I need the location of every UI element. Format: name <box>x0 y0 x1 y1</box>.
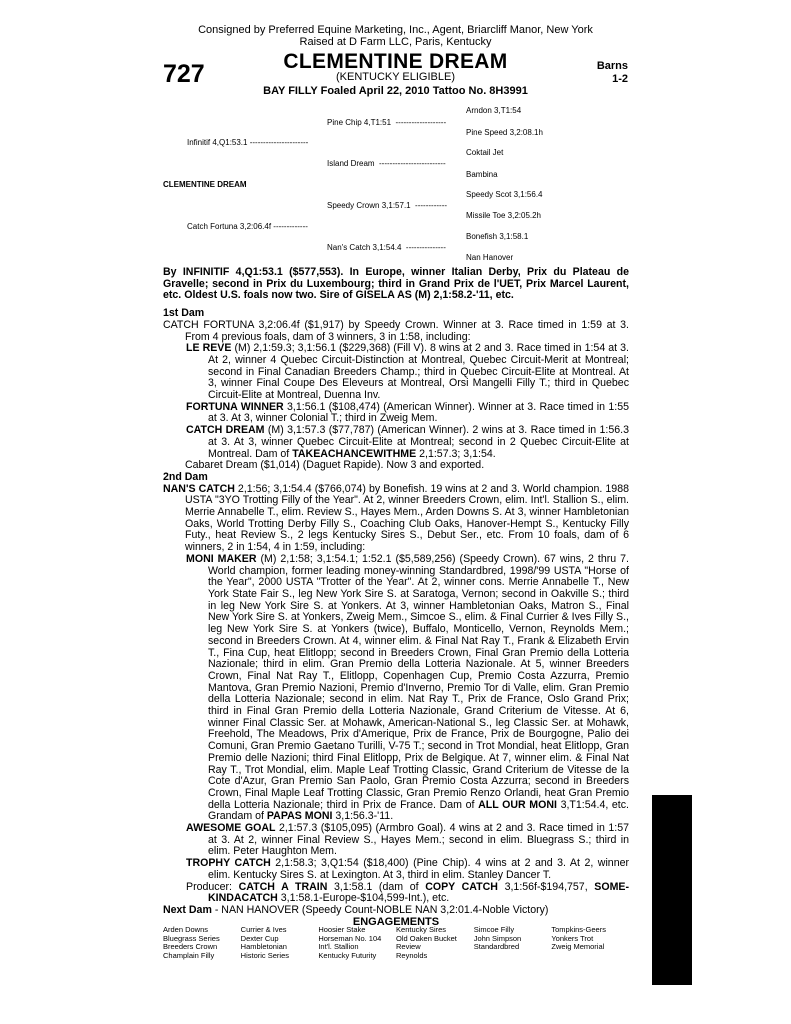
engagement-column <box>163 926 241 960</box>
foal-name: FORTUNA WINNER <box>186 400 284 413</box>
second-dam-name: NAN'S CATCH <box>163 482 235 495</box>
engagement-item: Old Oaken Bucket <box>396 933 457 943</box>
catalog-body <box>163 267 629 961</box>
engagement-item: Dexter Cup <box>240 933 279 943</box>
engagement-column <box>474 926 552 960</box>
second-dam-record: 2,1:56; 3,1:54.4 ($766,074) by Bonefish. 19 wins at 2 and 3. World champion. 1988 USTA "3YO Trotting Filly of the Year". At 2, winner Breeders Crown, elim. Int'l. Stallion S., elim. Merrie Annabelle T., elim. Review S., Hayes Mem., Arden Downs S. At 3, winner Hambletonian Oaks, World Trotting Derby Filly S., Coaching Club Oaks, Hanover-Hempt S., Kentucky Filly Futy., heat Review S., 2 legs Kentucky Sires S., Debut Ser., etc. From 10 foals, dam of 6 winners, 2 in 1:54, 4 in 1:59, including: <box>185 482 629 554</box>
page-tab-marker <box>652 795 692 985</box>
engagement-item: Champlain Filly <box>163 951 215 961</box>
engagements <box>163 915 629 961</box>
foal-record: 2,1:58.3; 3,Q1:54 ($18,400) (Pine Chip). 4 wins at 2 and 3. At 2, winner elim. Kentucky Sires S. at Lexington. At 3, third in elim. Stanley Dancer T. <box>208 857 630 881</box>
produce-name: TAKEACHANCEWITHME <box>292 447 417 460</box>
engagement-column <box>396 926 474 960</box>
ped-dam-sire: Speedy Crown 3,1:57.1 ------------ <box>327 201 448 210</box>
foal-entry <box>163 402 629 425</box>
engagement-item: Bluegrass Series <box>163 933 220 943</box>
producer-produce-name: COPY CATCH <box>425 880 498 893</box>
engagement-item: Review <box>396 942 421 952</box>
foal-name: TROPHY CATCH <box>186 857 271 870</box>
producer-label: Producer: <box>186 880 239 893</box>
foal-record: (M) 3,1:57.3 ($77,787) (American Winner). 2 wins at 3. Race timed in 1:56.3 at 3. At 3, winner Quebec Circuit-Elite at Montreal; second in 2 Quebec Circuit-Elite at Montreal. Dam of <box>208 424 629 460</box>
ped-ds-dam: Missile Toe 3,2:05.2h <box>466 211 542 220</box>
engagement-item: Reynolds <box>396 951 428 961</box>
engagement-item: Kentucky Futurity <box>318 951 377 961</box>
foal-entry <box>163 425 629 460</box>
foal-line: BAY FILLY Foaled April 22, 2010 Tattoo No. 8H3991 <box>263 85 528 97</box>
producer-produce-name-2: SOME-KINDACATCH <box>208 880 630 905</box>
second-dam-heading: 2nd Dam <box>163 470 208 483</box>
produce-record: 2,1:57.3; 3,1:54. <box>416 447 496 460</box>
ped-ss-dam: Pine Speed 3,2:08.1h <box>466 128 543 137</box>
engagement-item: Int'l. Stallion <box>318 942 359 952</box>
foal-record: 2,1:57.3 ($105,095) (Armbro Goal). 4 wins at 2 and 3. Race timed in 1:57 at 3. At 2, winner Final Review S., Hayes Mem.; second in elim. Bluegrass S.; third in elim. Peter Haughton Mem. <box>208 822 629 858</box>
engagement-item: Historic Series <box>240 951 290 961</box>
foal-entry <box>163 343 629 402</box>
engagement-item: Arden Downs <box>163 925 209 935</box>
produce-name: ALL OUR MONI <box>478 798 557 811</box>
engagements-heading: ENGAGEMENTS <box>352 915 440 928</box>
second-dam-entry <box>163 484 629 554</box>
foal-record: 3,1:56.1 ($108,474) (American Winner). Winner at 3. Race timed in 1:55 at 3. At 3, winner Colonial T.; third in Zweig Mem. <box>208 400 630 425</box>
engagement-item: Currier & Ives <box>240 925 287 935</box>
engagement-item: Tompkins-Geers <box>551 925 606 935</box>
produce-record: 3,T1:54.4, etc. Grandam of <box>208 798 629 823</box>
ped-dam: Catch Fortuna 3,2:06.4f ------------- <box>187 222 308 231</box>
engagements-list <box>163 926 629 960</box>
first-dam-heading: 1st Dam <box>163 307 205 320</box>
foal-name: LE REVE <box>186 342 232 355</box>
ped-subject: CLEMENTINE DREAM <box>163 180 247 189</box>
engagement-item: Yonkers Trot <box>551 933 594 943</box>
raised-line: Raised at D Farm LLC, Paris, Kentucky <box>299 36 492 48</box>
next-dam <box>163 905 629 917</box>
ped-sire-sire: Pine Chip 4,T1:51 ------------------- <box>327 118 447 127</box>
engagement-item: Standardbred <box>473 942 520 952</box>
foal-name: CATCH DREAM <box>186 424 265 437</box>
barns-value: 1-2 <box>612 73 628 85</box>
foal-entry <box>163 554 629 823</box>
producer-name: CATCH A TRAIN <box>238 880 328 893</box>
foal-record: (M) 2,1:58; 3,1:54.1; 1:52.1 ($5,589,256) (Speedy Crown). 67 wins, 2 thru 7. World champion, former leading money-winning Standardbred, 1998/'99 USTA "Horse of the Year", 2000 USTA "Trotter of the Year". At 2, winner cons. Merrie Annabelle T., New York State Fair S., leg New York Sire S. at Saratoga, Vernon; second in Oakville S.; third in leg New York Sire S. at Yonkers. At 3, winner Hambletonian Oaks, Matron S., Final New York Sire S. at Yonkers, Zweig Mem., Simcoe S., elim. & Final Currier & Ives Filly S., leg New York Sire S. at Yonkers (twice), Buffalo, Monticello, Vernon, Reynolds Mem.; second in Breeders Crown. At 4, winner elim. & Final Nat Ray T., Frank & Elizabeth Ervin T., Fina Cup, heat Elitlopp; second in Breeders Crown, Final Gran Premio della Lotteria Nazionale; third in elim. Gran Premio della Lotteria Nazionale. At 5, winner Breeders Crown, Final Nat Ray T., Elitlopp, Copenhagen Cup, Premio Costa Azzurra, Premio Mantova, Gran Premio Nazioni, Premio d'Inverno, Premio Tor di Valle, elim. Gran Premio della Lotteria Nazionale; second in elim. Nat Ray T., Prix de France, Oslo Grand Prix; third in Final Gran Premio della Lotteria Nazionale, Grand Criterium de Vitesse. At 6, winner Final Classic Ser. at Mohawk, American-National S., leg Classic Ser. at Mohawk, Freehold, The Meadows, Prix d'Amerique, Prix de France, Prix de Bourgogne, Palio dei Comuni, Gran Premio Gaetano Turilli, V-75 T.; second in Trot Mondial, heat Elitlopp, Gran Premio delle Nazioni; third Final Elitlopp, Prix de Belgique. At 7, winner elim. & Final Nat Ray T., Trot Mondial, elim. Maple Leaf Trotting Classic, Grand Criterium de Vitesse de la Cote d'Azur, Gran Premio San Paolo, Gran Premio Costa Azzurra; second in Breeders Crown, Final Maple Leaf Trotting Classic, Gran Premio Renzo Orlandi, heat Gran Premio della Lotteria Nazionale; third in Prix de France. Dam of <box>208 552 629 811</box>
ped-sire: Infinitif 4,Q1:53.1 ---------------------- <box>187 138 309 147</box>
foal-name: MONI MAKER <box>186 552 257 565</box>
consignor-line: Consigned by Preferred Equine Marketing, Inc., Agent, Briarcliff Manor, New York <box>198 24 593 36</box>
foal-record: (M) 2,1:59.3; 3,1:56.1 ($229,368) (Fill V). 8 wins at 2 and 3. Race timed in 1:54 at 3. At 2, winner 4 Quebec Circuit-Distinction at Montreal, Quebec Circuit-Merit at Montreal; second in Final Canadian Breeders Champ.; third in Quebec Circuit-Elite at Montreal. At 3, winner Final Coupe Des Eleveurs at Montreal, Orsi Mangelli Filly T.; third in Quebec Circuit-Elite at Montreal, Duenna Inv. <box>208 342 629 402</box>
engagement-item: Horseman No. 104 <box>318 933 382 943</box>
grand-produce-record: 3,1:56.3-'11. <box>332 810 394 823</box>
engagement-column <box>241 926 319 960</box>
foal-name: AWESOME GOAL <box>186 822 276 835</box>
ped-ss-sire: Arndon 3,T1:54 <box>466 106 522 115</box>
ped-sd-sire: Coktail Jet <box>466 148 504 157</box>
first-dam-intro: CATCH FORTUNA 3,2:06.4f ($1,917) by Speedy Crown. Winner at 3. Race timed in 1:59 at 3. From 4 previous foals, dam of 3 winners, 3 in 1:58, including: <box>163 318 629 343</box>
engagement-column <box>551 926 629 960</box>
hip-number: 727 <box>163 60 205 88</box>
engagement-column <box>318 926 396 960</box>
sire-summary: By INFINITIF 4,Q1:53.1 ($577,553). In Europe, winner Italian Derby, Prix du Plateau de Gravelle; second in Prix du Luxembourg; third in Grand Prix de l'UET, Prix Marcel Laurent, etc. Oldest U.S. foals now two. Sire of GISELA AS (M) 2,1:58.2-'11, etc. <box>163 266 629 302</box>
foal-entry <box>163 858 629 881</box>
barns-label: Barns <box>596 60 628 72</box>
ped-sire-dam: Island Dream ------------------------- <box>327 159 446 168</box>
engagement-item: Breeders Crown <box>163 942 218 952</box>
producer-entry <box>163 882 629 905</box>
barns <box>596 60 628 86</box>
ped-ds-sire: Speedy Scot 3,1:56.4 <box>466 190 543 199</box>
ped-sd-dam: Bambina <box>466 170 498 179</box>
grand-produce-name: PAPAS MONI <box>266 810 333 823</box>
horse-name: CLEMENTINE DREAM <box>283 50 508 73</box>
engagement-item: Kentucky Sires <box>396 925 447 935</box>
eligibility: (KENTUCKY ELIGIBLE) <box>336 71 455 83</box>
producer-produce-record: 3,1:56f-$194,757, <box>497 880 595 893</box>
next-dam-label: Next Dam <box>163 903 212 916</box>
ped-dam-dam: Nan's Catch 3,1:54.4 --------------- <box>327 243 446 252</box>
producer-record: 3,1:58.1 (dam of <box>327 880 426 893</box>
ped-dd-dam: Nan Hanover <box>466 253 514 262</box>
engagement-item: Hoosier Stake <box>318 925 366 935</box>
engagement-item: Hambletonian <box>240 942 287 952</box>
engagement-item: Simcoe Filly <box>473 925 515 935</box>
other-foal: Cabaret Dream ($1,014) (Daguet Rapide). Now 3 and exported. <box>185 459 485 472</box>
next-dam-text: - NAN HANOVER (Speedy Count-NOBLE NAN 3,2:01.4-Noble Victory) <box>211 903 549 916</box>
engagement-item: Zweig Memorial <box>551 942 605 952</box>
foal-entry <box>163 823 629 858</box>
engagement-item: John Simpson <box>473 933 522 943</box>
producer-produce-record-2: 3,1:58.1-Europe-$104,599-Int.), etc. <box>277 892 450 905</box>
ped-dd-sire: Bonefish 3,1:58.1 <box>466 232 529 241</box>
